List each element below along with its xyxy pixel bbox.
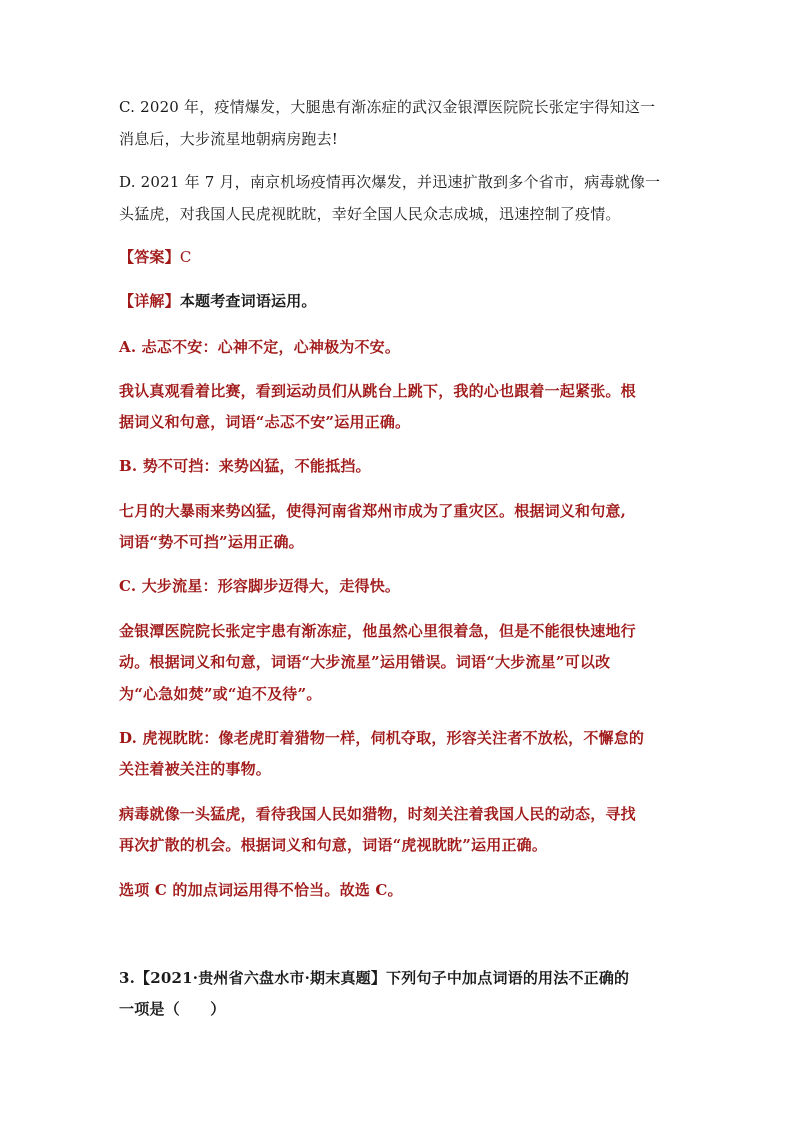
option-c-line-2: 消息后，大步流星地朝病房跑去! xyxy=(119,130,339,148)
detail-line xyxy=(119,290,679,312)
conclusion: 选项 C 的加点词运用得不恰当。故选 C。 xyxy=(119,881,403,899)
answer-line xyxy=(119,246,679,268)
explanation-b-line-2: 词语“势不可挡”运用正确。 xyxy=(119,533,304,551)
explanation-c-line-1: 金银潭医院院长张定宇患有渐冻症，他虽然心里很着急，但是不能很快速地行 xyxy=(119,622,636,640)
question-3-line-1: 3.【2021·贵州省六盘水市·期末真题】下列句子中加点词语的用法不正确的 xyxy=(119,969,630,987)
explanation-b-line-1: 七月的大暴雨来势凶猛，使得河南省郑州市成为了重灾区。根据词义和句意, xyxy=(119,502,627,520)
explanation-d-definition-1: D. 虎视眈眈：像老虎盯着猎物一样，伺机夺取，形容关注者不放松，不懈怠的 xyxy=(119,729,645,747)
detail-label: 【详解】 xyxy=(119,292,180,310)
answer-value: C xyxy=(179,248,192,266)
explanation-d-line-2: 再次扩散的机会。根据词义和句意，词语“虎视眈眈”运用正确。 xyxy=(119,836,548,854)
answer-label: 【答案】 xyxy=(119,248,180,266)
explanation-c-line-3: 为“心急如焚”或“迫不及待”。 xyxy=(119,685,322,703)
explanation-c-line-2: 动。根据词义和句意，词语“大步流星”运用错误。词语“大步流星”可以改 xyxy=(119,653,611,671)
explanation-c-definition: C. 大步流星：形容脚步迈得大，走得快。 xyxy=(119,577,401,595)
explanation-b-definition: B. 势不可挡：来势凶猛，不能抵挡。 xyxy=(119,457,371,475)
question-3-line-2: 一项是（ ） xyxy=(119,1000,226,1018)
detail-text: 本题考查词语运用。 xyxy=(179,292,317,310)
explanation-a-line-2: 据词义和句意，词语“忐忑不安”运用正确。 xyxy=(119,413,411,431)
explanation-d-definition-2: 关注着被关注的事物。 xyxy=(119,760,272,778)
explanation-a-definition: A. 忐忑不安：心神不定，心神极为不安。 xyxy=(119,338,401,356)
option-c-line-1: C. 2020 年，疫情爆发，大腿患有渐冻症的武汉金银潭医院院长张定宇得知这一 xyxy=(119,98,656,116)
explanation-a-line-1: 我认真观看着比赛，看到运动员们从跳台上跳下，我的心也跟着一起紧张。根 xyxy=(119,382,636,400)
option-d-line-2: 头猛虎，对我国人民虎视眈眈，幸好全国人民众志成城，迅速控制了疫情。 xyxy=(119,205,621,223)
option-d-line-1: D. 2021 年 7 月，南京机场疫情再次爆发，并迅速扩散到多个省市，病毒就像一 xyxy=(119,173,661,191)
explanation-d-line-1: 病毒就像一头猛虎，看待我国人民如猎物，时刻关注着我国人民的动态，寻找 xyxy=(119,805,636,823)
